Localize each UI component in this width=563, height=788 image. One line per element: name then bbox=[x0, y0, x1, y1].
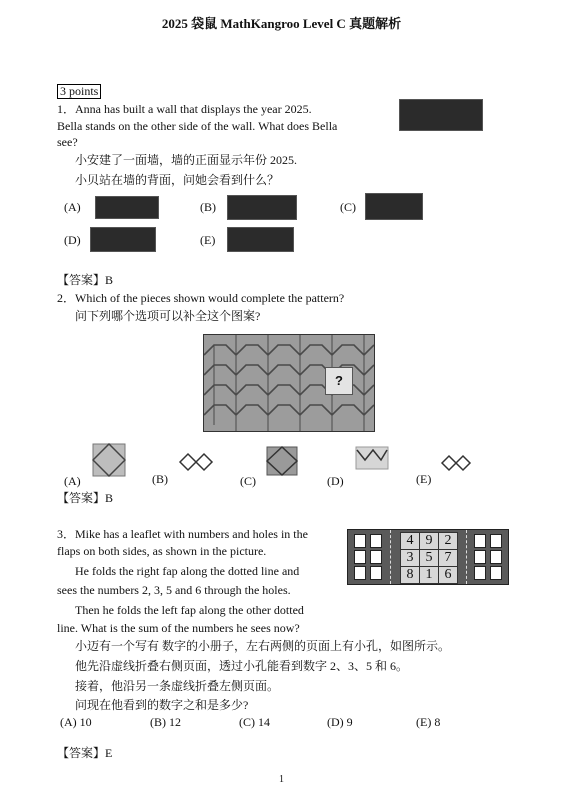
q3-option-a: (A) 10 bbox=[60, 715, 92, 729]
grid-digit: 8 bbox=[400, 566, 420, 584]
q3-text-zh-2: 他先沿虚线折叠右侧页面，透过小孔能看到数字 2、3、5 和 6。 bbox=[75, 659, 409, 673]
q3-text-en-4: sees the numbers 2, 3, 5 and 6 through the holes. bbox=[57, 583, 291, 597]
points-label: 3 points bbox=[57, 84, 101, 99]
q2-option-b-image bbox=[178, 448, 214, 476]
q3-text-en-2: flaps on both sides, as shown in the picture. bbox=[57, 544, 267, 558]
q3-text-en-5: Then he folds the left fap along the other dotted bbox=[75, 603, 304, 617]
q2-option-d-image bbox=[355, 446, 389, 472]
q2-option-a: (A) bbox=[64, 474, 81, 488]
q1-text-en-1: 1．Anna has built a wall that displays the year 2025. bbox=[57, 102, 312, 116]
q1-option-d-image bbox=[90, 227, 156, 252]
q1-option-a-image bbox=[95, 196, 159, 219]
q2-option-c: (C) bbox=[240, 474, 256, 488]
grid-digit: 6 bbox=[438, 566, 458, 584]
q3-text-zh-3: 接着，他沿另一条虚线折叠左侧页面。 bbox=[75, 679, 280, 693]
q3-text-en-6: line. What is the sum of the numbers he sees now? bbox=[57, 621, 300, 635]
q3-text-en-1: 3．Mike has a leaflet with numbers and holes in the bbox=[57, 527, 308, 541]
q1-option-c: (C) bbox=[340, 200, 356, 214]
q2-option-e-image bbox=[440, 452, 474, 474]
q1-text-zh-2: 小贝站在墙的背面，问她会看到什么？ bbox=[75, 173, 280, 187]
q3-answer: 【答案】E bbox=[57, 746, 113, 760]
q1-option-e-image bbox=[227, 227, 294, 252]
q3-leaflet-image bbox=[347, 529, 509, 585]
q2-option-e: (E) bbox=[416, 472, 432, 486]
q2-text-en: 2．Which of the pieces shown would complete the pattern? bbox=[57, 291, 345, 305]
q1-answer: 【答案】B bbox=[57, 273, 114, 287]
q3-option-e: (E) 8 bbox=[416, 715, 441, 729]
q1-option-d: (D) bbox=[64, 233, 81, 247]
grid-digit: 9 bbox=[419, 532, 439, 550]
q3-option-b: (B) 12 bbox=[150, 715, 181, 729]
page-number: 1 bbox=[279, 774, 284, 785]
page-title: 2025 袋鼠 MathKangroo Level C 真题解析 bbox=[161, 16, 402, 31]
grid-digit: 4 bbox=[400, 532, 420, 550]
q3-text-zh-4: 问现在他看到的数字之和是多少? bbox=[75, 698, 249, 712]
grid-digit: 5 bbox=[419, 549, 439, 567]
q3-option-c: (C) 14 bbox=[239, 715, 270, 729]
grid-digit: 2 bbox=[438, 532, 458, 550]
q3-text-zh-1: 小迈有一个写有 数字的小册子，左右两侧的页面上有小孔，如图所示。 bbox=[75, 639, 451, 653]
grid-digit: 1 bbox=[419, 566, 439, 584]
q2-option-a-image bbox=[92, 443, 126, 477]
q3-text-en-3: He folds the right fap along the dotted line and bbox=[75, 564, 300, 578]
q2-option-c-image bbox=[266, 446, 298, 476]
q2-option-d: (D) bbox=[327, 474, 344, 488]
q1-option-b-image bbox=[227, 195, 297, 220]
q1-option-c-image bbox=[365, 193, 423, 220]
q1-option-a: (A) bbox=[64, 200, 81, 214]
q2-missing-piece-mark: ? bbox=[325, 367, 353, 395]
q1-text-en-2: Bella stands on the other side of the wall. What does Bella bbox=[57, 119, 338, 133]
q1-option-e: (E) bbox=[200, 233, 216, 247]
grid-digit: 3 bbox=[400, 549, 420, 567]
q1-option-b: (B) bbox=[200, 200, 216, 214]
q2-option-b: (B) bbox=[152, 472, 168, 486]
q2-answer: 【答案】B bbox=[57, 491, 114, 505]
grid-digit: 7 bbox=[438, 549, 458, 567]
q3-option-d: (D) 9 bbox=[327, 715, 353, 729]
q2-text-zh: 问下列哪个选项可以补全这个图案? bbox=[75, 309, 261, 323]
q1-text-en-3: see? bbox=[57, 135, 78, 149]
q1-text-zh-1: 小安建了一面墙，墙的正面显示年份 2025. bbox=[75, 153, 298, 167]
